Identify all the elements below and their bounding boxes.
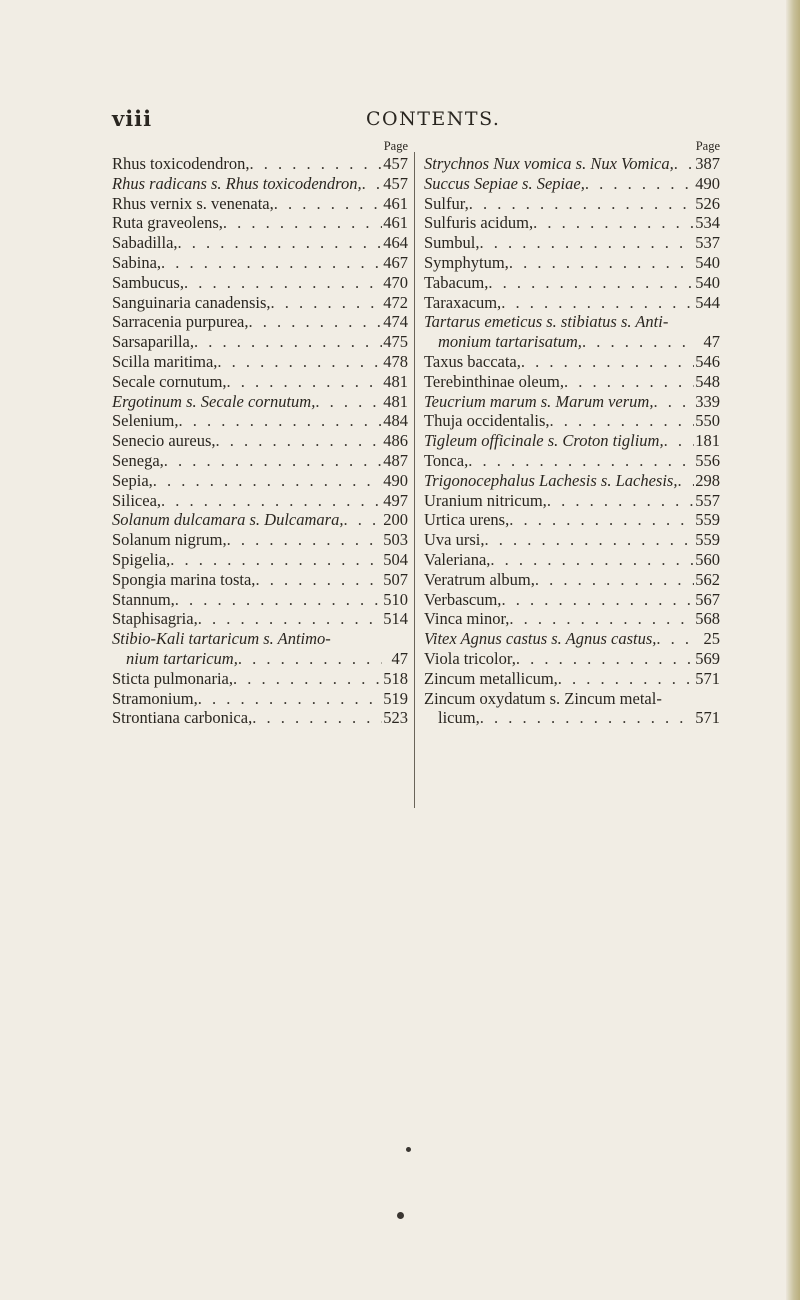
left-entries — [112, 154, 408, 629]
dot-leader — [677, 471, 694, 491]
entry-term: Terebinthinae oleum, — [424, 371, 564, 391]
entry-term: Scilla maritima, — [112, 351, 218, 371]
entry-term: nium tartaricum, — [126, 648, 238, 668]
right-column — [424, 138, 720, 728]
entry-page-number: 567 — [695, 589, 720, 609]
entry-term: Stibio-Kali tartaricum s. Antimo- — [112, 629, 331, 649]
entry-term: Strychnos Nux vomica s. Nux Vomica, — [424, 154, 674, 173]
entry-page-number: 481 — [383, 371, 408, 391]
index-entry — [112, 590, 408, 610]
entry-page-number: 47 — [391, 648, 408, 668]
entry-page-number: 387 — [695, 154, 720, 173]
entry-term: Vinca minor, — [424, 609, 510, 629]
dot-leader — [509, 609, 694, 629]
index-entry — [424, 629, 720, 649]
entry-page-number: 497 — [383, 490, 408, 510]
entry-page-number: 503 — [383, 530, 408, 550]
entry-page-number: 540 — [695, 252, 720, 272]
entry-term: Thuja occidentalis, — [424, 411, 550, 431]
entry-term: Secale cornutum, — [112, 371, 227, 391]
dot-leader — [535, 570, 694, 590]
index-entry-wrapped-second-line — [424, 708, 720, 728]
dot-leader — [653, 392, 694, 412]
entry-page-number: 464 — [383, 233, 408, 253]
entry-term: Silicea, — [112, 490, 162, 510]
index-entry — [112, 708, 408, 728]
index-entry — [112, 312, 408, 332]
entry-term: Sulfuris acidum, — [424, 213, 534, 233]
index-entry — [112, 392, 408, 412]
dot-leader — [178, 411, 382, 431]
entry-term: Sarsaparilla, — [112, 332, 195, 352]
dot-leader — [469, 194, 694, 214]
index-entry-wrapped-second-line — [112, 649, 408, 669]
page-edge — [786, 0, 800, 1300]
index-entry — [112, 550, 408, 570]
entry-page-number: 181 — [695, 431, 720, 451]
entry-term: monium tartarisatum, — [438, 332, 582, 352]
entry-term: Symphytum, — [424, 252, 509, 272]
index-entry — [112, 609, 408, 629]
entry-page-number: 481 — [383, 391, 408, 411]
entry-term: Rhus toxicodendron, — [112, 154, 250, 173]
entry-term: Sarracenia purpurea, — [112, 312, 249, 332]
entry-term: Tartarus emeticus s. stibiatus s. Anti- — [424, 312, 669, 332]
entry-page-number: 523 — [383, 708, 408, 728]
entry-page-number: 557 — [695, 490, 720, 510]
entry-page-number: 562 — [695, 569, 720, 589]
dot-leader — [656, 629, 694, 649]
entry-term: Staphisagria, — [112, 609, 198, 629]
entry-term: Vitex Agnus castus s. Agnus castus, — [424, 629, 657, 649]
dot-leader — [558, 669, 694, 689]
dot-leader — [550, 411, 694, 431]
index-entry — [112, 669, 408, 689]
index-entry — [424, 194, 720, 214]
entry-term: Strontiana carbonica, — [112, 708, 253, 728]
dot-leader — [488, 273, 694, 293]
index-entry — [112, 510, 408, 530]
entry-term: Sticta pulmonaria, — [112, 668, 233, 688]
entry-term: Solanum dulcamara s. Dulcamara, — [112, 510, 344, 530]
dot-leader — [238, 649, 382, 669]
dot-leader — [255, 570, 382, 590]
entry-page-number: 534 — [695, 213, 720, 233]
index-entry — [424, 392, 720, 412]
dot-leader — [223, 213, 382, 233]
dot-leader — [227, 530, 382, 550]
entry-term: Zincum metallicum, — [424, 668, 558, 688]
dot-leader — [468, 451, 694, 471]
left-entries-after — [112, 669, 408, 728]
index-entry — [424, 154, 720, 174]
dot-leader — [315, 392, 382, 412]
entry-page-number: 550 — [695, 411, 720, 431]
entry-page-number: 546 — [695, 351, 720, 371]
entry-page-number: 540 — [695, 272, 720, 292]
entry-page-number: 457 — [383, 173, 408, 193]
entry-term: Stramonium, — [112, 688, 198, 708]
index-entry — [424, 649, 720, 669]
entry-page-number: 472 — [383, 292, 408, 312]
index-entry — [112, 372, 408, 392]
index-entry — [112, 451, 408, 471]
entry-term: Sumbul, — [424, 233, 480, 253]
ink-spot — [406, 1147, 411, 1152]
page-header — [0, 106, 800, 136]
entry-page-number: 47 — [703, 332, 720, 352]
dot-leader — [194, 332, 382, 352]
dot-leader — [161, 253, 382, 273]
dot-leader — [274, 194, 382, 214]
dot-leader — [164, 451, 382, 471]
entry-term: Veratrum album, — [424, 569, 535, 589]
index-entry — [424, 352, 720, 372]
left-column — [112, 138, 408, 728]
dot-leader — [490, 550, 694, 570]
entry-term: Sanguinaria canadensis, — [112, 292, 271, 312]
index-entry — [424, 451, 720, 471]
dot-leader — [198, 689, 382, 709]
entry-page-number: 568 — [695, 609, 720, 629]
entry-term: Spongia marina tosta, — [112, 569, 256, 589]
index-entry — [112, 154, 408, 174]
page-column-label: Page — [383, 139, 408, 153]
dot-leader — [227, 372, 382, 392]
entry-term: Selenium, — [112, 411, 179, 431]
entry-page-number: 474 — [383, 312, 408, 332]
dot-leader — [252, 708, 382, 728]
entry-page-number: 490 — [695, 173, 720, 193]
entry-term: Tabacum, — [424, 272, 489, 292]
entry-term: Stannum, — [112, 589, 175, 609]
index-entry — [424, 372, 720, 392]
dot-leader — [674, 154, 694, 174]
entry-page-number: 25 — [703, 629, 720, 649]
entry-term: Viola tricolor, — [424, 648, 516, 668]
dot-leader — [479, 233, 694, 253]
entry-page-number: 298 — [695, 470, 720, 490]
ink-spot — [397, 1212, 404, 1219]
index-entry-wrapped-first-line — [424, 689, 720, 709]
index-entry — [112, 332, 408, 352]
entry-term: Solanum nigrum, — [112, 530, 227, 550]
entry-term: Ergotinum s. Secale cornutum, — [112, 391, 316, 411]
index-entry — [112, 174, 408, 194]
entry-page-number: 504 — [383, 549, 408, 569]
index-entry — [112, 233, 408, 253]
index-entry — [112, 471, 408, 491]
dot-leader — [585, 174, 694, 194]
entry-page-number: 487 — [383, 450, 408, 470]
entry-term: Uva ursi, — [424, 530, 485, 550]
dot-leader — [564, 372, 694, 392]
index-entry-wrapped-second-line — [424, 332, 720, 352]
index-entry — [424, 273, 720, 293]
entry-term: Spigelia, — [112, 549, 171, 569]
entry-term: Ruta graveolens, — [112, 213, 223, 233]
entry-term: Trigonocephalus Lachesis s. Lachesis, — [424, 470, 678, 490]
index-entry — [424, 510, 720, 530]
page-column-label: Page — [695, 139, 720, 153]
entry-page-number: 457 — [383, 154, 408, 173]
index-entry — [112, 352, 408, 372]
entry-page-number: 559 — [695, 530, 720, 550]
entry-page-number: 510 — [383, 589, 408, 609]
index-entry — [112, 194, 408, 214]
dot-leader — [509, 510, 694, 530]
index-entry — [112, 253, 408, 273]
entry-page-number: 490 — [383, 470, 408, 490]
entry-page-number: 544 — [695, 292, 720, 312]
column-divider — [414, 152, 415, 808]
dot-leader — [362, 174, 382, 194]
entry-term: Sambucus, — [112, 272, 184, 292]
index-entry — [112, 689, 408, 709]
dot-leader — [516, 649, 694, 669]
dot-leader — [233, 669, 382, 689]
entry-page-number: 526 — [695, 193, 720, 213]
dot-leader — [271, 293, 382, 313]
index-entry — [424, 174, 720, 194]
entry-page-number: 571 — [695, 668, 720, 688]
right-entries-before — [424, 154, 720, 312]
dot-leader — [664, 431, 694, 451]
entry-page-number: 507 — [383, 569, 408, 589]
entry-term: Rhus vernix s. venenata, — [112, 193, 274, 213]
dot-leader — [533, 213, 694, 233]
index-entry — [424, 609, 720, 629]
index-entry — [424, 293, 720, 313]
index-entry — [424, 411, 720, 431]
dot-leader — [153, 471, 382, 491]
dot-leader — [480, 708, 694, 728]
index-entry — [424, 471, 720, 491]
index-entry-wrapped-first-line — [424, 312, 720, 332]
dot-leader — [501, 590, 694, 610]
dot-leader — [198, 609, 382, 629]
entry-page-number: 467 — [383, 252, 408, 272]
dot-leader — [178, 233, 382, 253]
entry-page-number: 548 — [695, 371, 720, 391]
entry-page-number: 200 — [383, 510, 408, 530]
index-entry — [424, 491, 720, 511]
entry-page-number: 556 — [695, 450, 720, 470]
entry-page-number: 514 — [383, 609, 408, 629]
dot-leader — [249, 312, 382, 332]
dot-leader — [250, 154, 383, 174]
entry-term: Tigleum officinale s. Croton tiglium, — [424, 431, 664, 451]
dot-leader — [509, 253, 694, 273]
dot-leader — [547, 491, 694, 511]
dot-leader — [216, 431, 382, 451]
dot-leader — [501, 293, 694, 313]
entry-term: Tonca, — [424, 450, 469, 470]
entry-term: Urtica urens, — [424, 510, 510, 530]
entry-page-number: 484 — [383, 411, 408, 431]
index-entry — [424, 213, 720, 233]
index-entry — [112, 213, 408, 233]
index-entry — [424, 550, 720, 570]
index-entry — [424, 669, 720, 689]
dot-leader — [184, 273, 382, 293]
index-entry — [424, 431, 720, 451]
entry-page-number: 537 — [695, 233, 720, 253]
folio-number: viii — [112, 106, 153, 131]
index-entry — [112, 491, 408, 511]
entry-term: Uranium nitricum, — [424, 490, 547, 510]
dot-leader — [170, 550, 382, 570]
index-entry-wrapped-first-line — [112, 629, 408, 649]
index-entry — [424, 253, 720, 273]
index-entry — [112, 293, 408, 313]
entry-term: Valeriana, — [424, 549, 491, 569]
index-entry — [424, 233, 720, 253]
right-entries-middle — [424, 352, 720, 689]
entry-term: Sabadilla, — [112, 233, 178, 253]
entry-term: Verbascum, — [424, 589, 502, 609]
entry-term: Succus Sepiae s. Sepiae, — [424, 173, 585, 193]
entry-page-number: 518 — [383, 668, 408, 688]
entry-term: Senecio aureus, — [112, 431, 216, 451]
index-entry — [112, 431, 408, 451]
entry-term: Rhus radicans s. Rhus toxicodendron, — [112, 173, 362, 193]
entry-term: Taxus baccata, — [424, 351, 521, 371]
index-entry — [112, 570, 408, 590]
dot-leader — [217, 352, 382, 372]
entry-page-number: 559 — [695, 510, 720, 530]
dot-leader — [582, 332, 694, 352]
running-title: CONTENTS. — [366, 108, 501, 130]
index-entry — [112, 530, 408, 550]
index-entry — [424, 530, 720, 550]
entry-term: Taraxacum, — [424, 292, 502, 312]
dot-leader — [175, 590, 382, 610]
index-entry — [424, 570, 720, 590]
entry-term: licum, — [438, 708, 480, 728]
entry-page-number: 470 — [383, 272, 408, 292]
entry-page-number: 519 — [383, 688, 408, 708]
entry-page-number: 569 — [695, 648, 720, 668]
entry-term: Senega, — [112, 450, 164, 470]
dot-leader — [343, 510, 382, 530]
entry-term: Sulfur, — [424, 193, 469, 213]
index-entry — [112, 273, 408, 293]
entry-term: Sepia, — [112, 470, 153, 490]
entry-page-number: 560 — [695, 549, 720, 569]
entry-page-number: 339 — [695, 391, 720, 411]
entry-term: Teucrium marum s. Marum verum, — [424, 391, 654, 411]
entry-page-number: 571 — [695, 708, 720, 728]
dot-leader — [161, 491, 382, 511]
entry-page-number: 461 — [383, 213, 408, 233]
index-entry — [424, 590, 720, 610]
entry-term: Zincum oxydatum s. Zincum metal- — [424, 688, 662, 708]
entry-term: Sabina, — [112, 252, 162, 272]
index-entry — [112, 411, 408, 431]
entry-page-number: 486 — [383, 431, 408, 451]
entry-page-number: 475 — [383, 332, 408, 352]
entry-page-number: 478 — [383, 351, 408, 371]
dot-leader — [485, 530, 695, 550]
dot-leader — [521, 352, 694, 372]
entry-page-number: 461 — [383, 193, 408, 213]
